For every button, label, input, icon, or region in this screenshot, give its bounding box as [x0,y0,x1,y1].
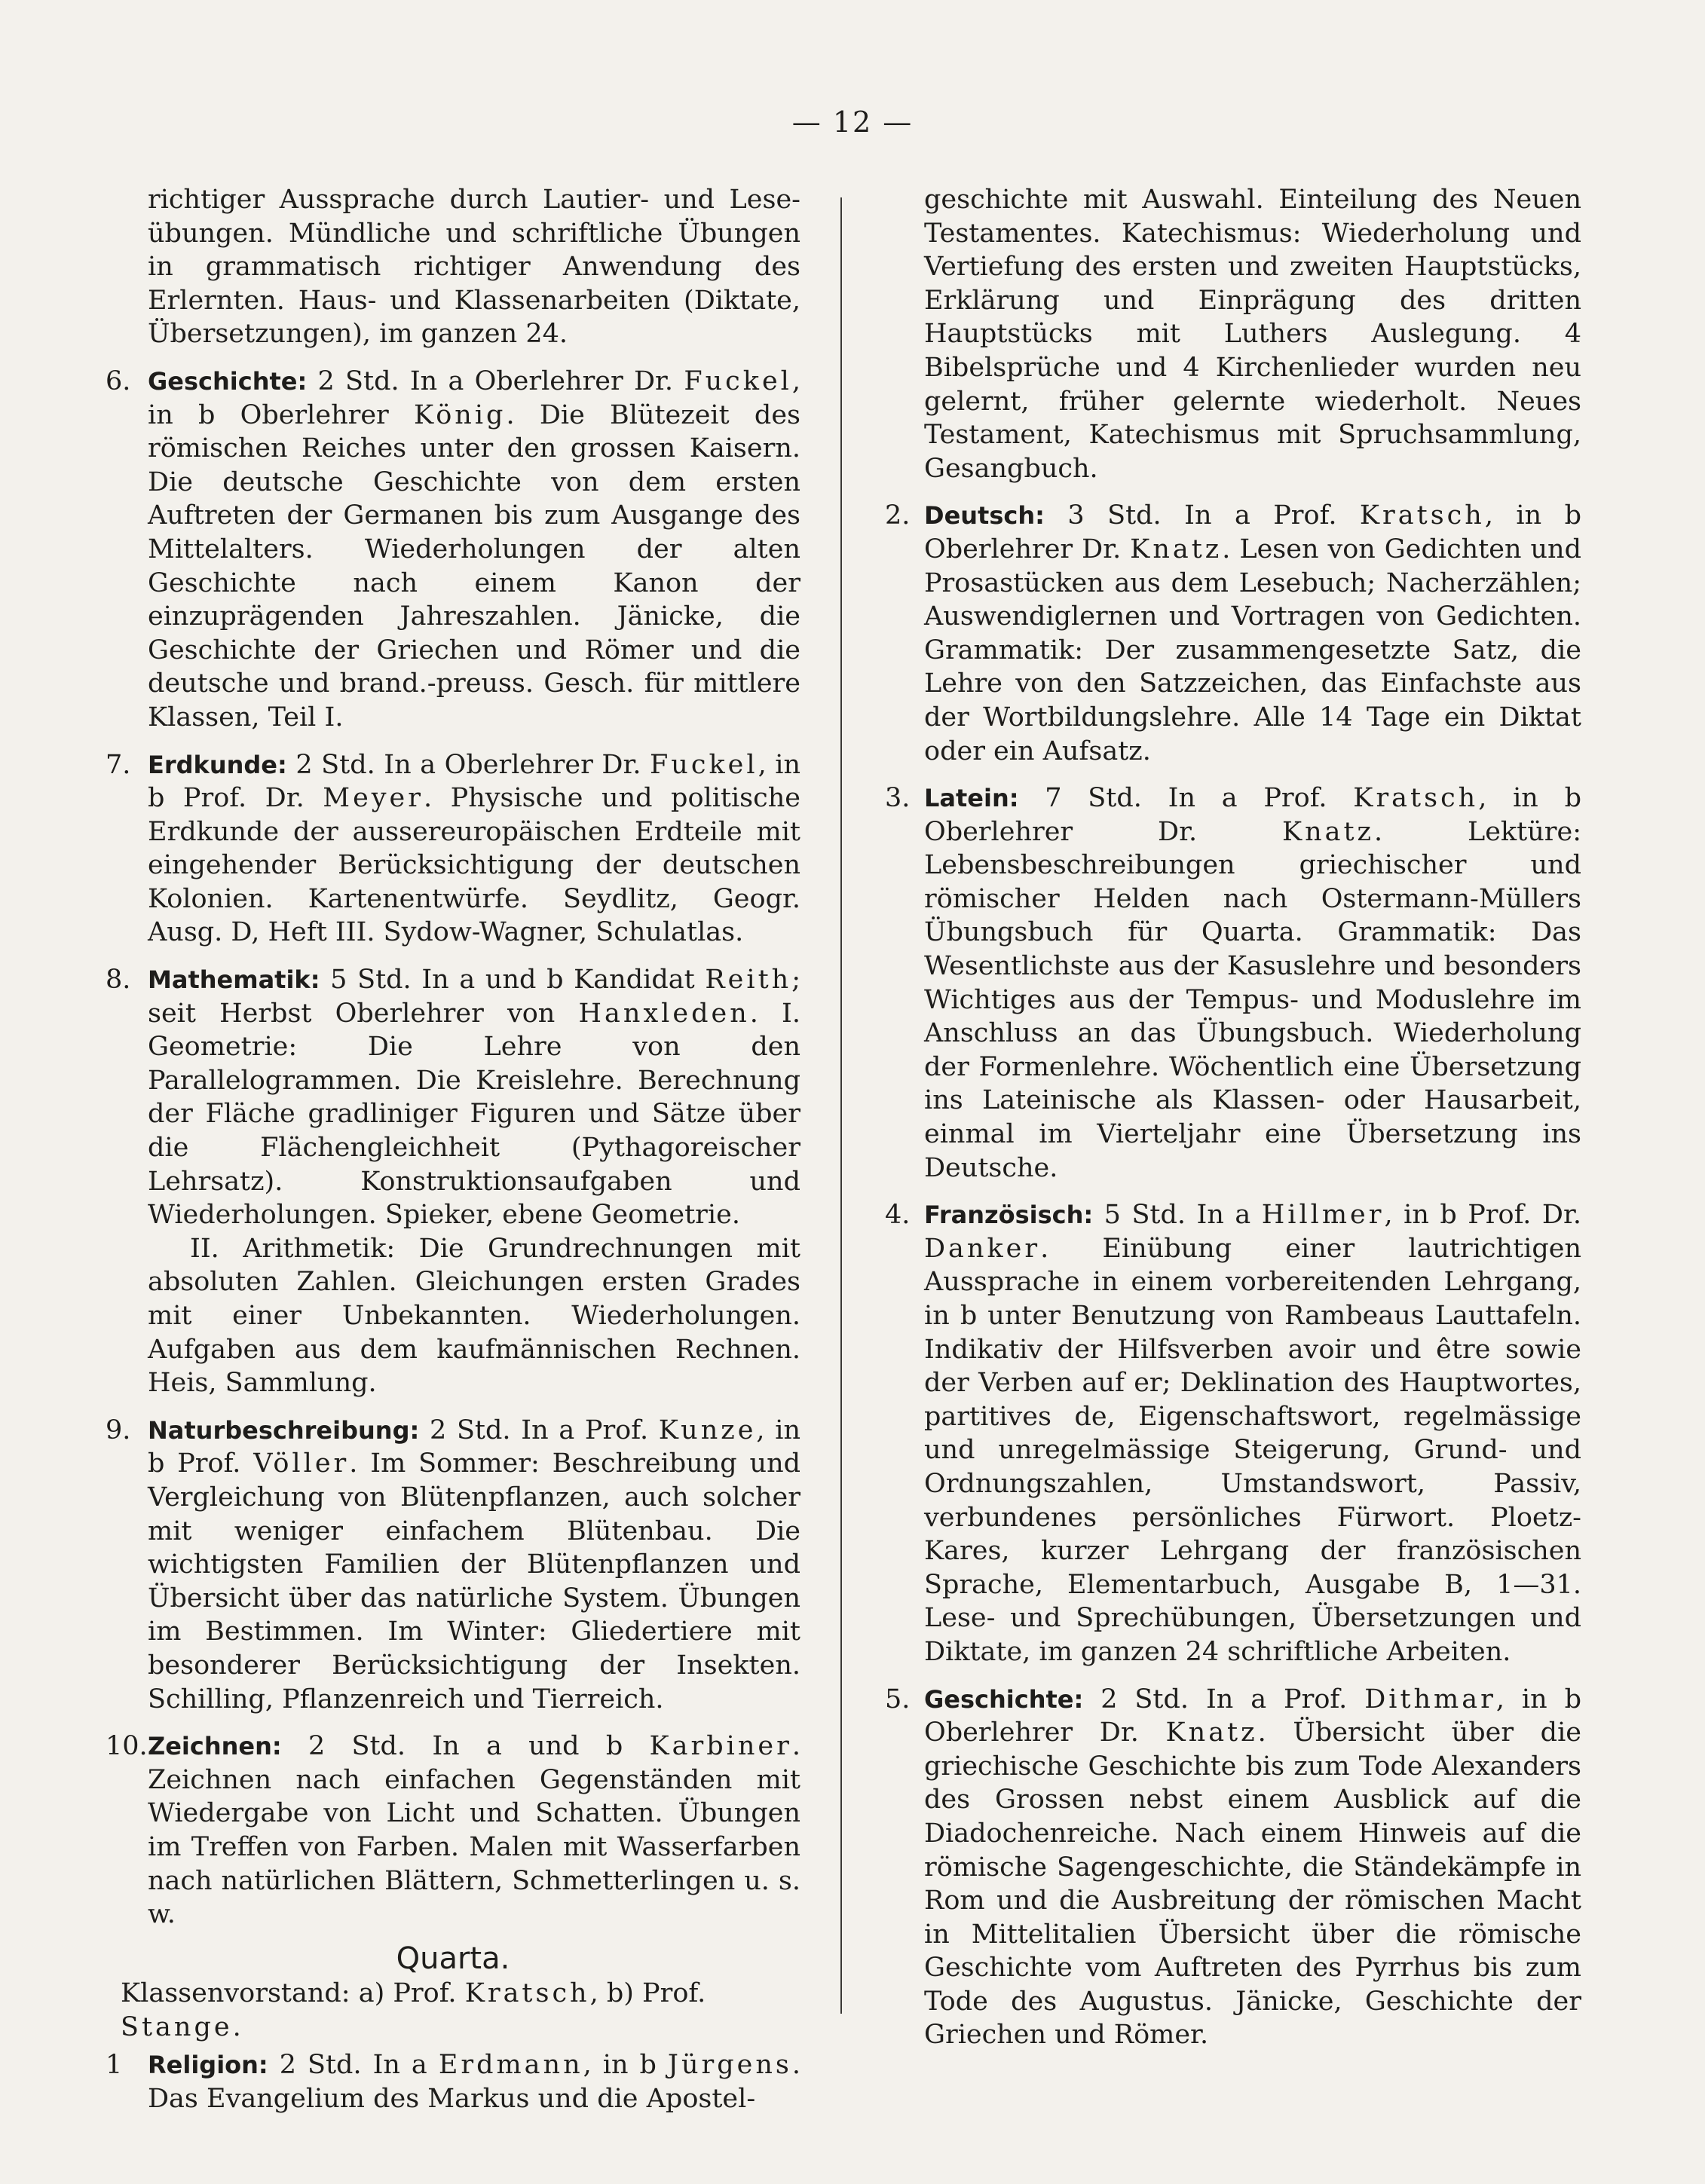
teacher-name: Jürgens [667,2050,792,2081]
teacher-name: Völler [253,1448,350,1479]
teacher-name: Fuckel [650,749,758,780]
subject-heading: Zeichnen: [148,1732,282,1761]
subject-entry-franzoesisch [885,1198,1581,1669]
entry-text: 2 Std. In a Prof. [1083,1684,1365,1714]
entry-text: . Die Blütezeit des römischen Reiches unter den grossen Kaisern. Die deutsche Geschichte von dem ersten Auftreten der Germanen bis zum Ausgange des Mittelalters. Wiederholungen der alten Geschichte nach einem Kanon der einzuprägenden Jahreszahlen. Jänicke, die Geschichte der Griechen und Römer und die deutsche und brand.-preuss. Gesch. für mittlere Klassen, Teil I. [148,399,800,733]
entry-body [924,499,1581,768]
entry-text: , in b Oberlehrer Dr. [924,783,1581,847]
entry-text: . Übersicht über die griechische Geschichte bis zum Tode Alexanders des Grossen nebst einem Ausblick auf die Diadochenreiche. Nach einem Hinweis auf die römische Sagengeschichte, die Ständekämpfe in Rom und die Ausbreitung der römischen Macht in Mittelitalien Übersicht über die römische Geschichte vom Auftreten des Pyrrhus bis zum Tode des Augustus. Jänicke, Geschichte der Griechen und Römer. [924,1718,1581,2051]
teacher-name: Stange [121,2011,233,2042]
entry-text: , in b Oberlehrer Dr. [924,1684,1581,1748]
entry-text: 5 Std. In a [1093,1200,1262,1231]
teacher-name: Knatz [1281,816,1374,847]
left-column [106,183,800,2116]
entry-text: , in b Oberlehrer Dr. [924,500,1581,564]
subject-heading: Französisch: [924,1201,1094,1230]
subject-entry-deutsch [885,499,1581,768]
subject-heading: Religion: [148,2051,268,2080]
entry-body [148,2048,800,2115]
entry-text: , in b [583,2050,668,2081]
klassenvorstand-text: . [232,2011,241,2042]
entry-text: . Im Sommer: Beschreibung und Vergleichung von Blütenpflanzen, auch solcher mit weniger einfachem Blütenbau. Die wichtigsten Familien der Blütenpflanzen und Übersicht über das natürliche System. Übungen im Bestimmen. Im Winter: Gliedertiere mit besonderer Berücksichtigung der Insekten. Schilling, Pflanzenreich und Tierreich. [148,1448,801,1714]
entry-text: 2 Std. In a Prof. [419,1415,659,1445]
subject-heading: Deutsch: [924,501,1045,531]
subject-heading: Erdkunde: [148,750,287,779]
entry-text: , in b Prof. Dr. [148,749,800,814]
teacher-name: Kratsch [1359,500,1485,531]
teacher-name: Kratsch [1353,783,1479,814]
subject-heading: Mathematik: [148,965,320,995]
teacher-name: Meyer [323,783,424,814]
teacher-name: König [414,399,507,430]
entry-text: . Das Evangelium des Markus und die Apostel- [148,2050,800,2115]
subject-entry-latein [885,782,1581,1185]
subject-heading: Geschichte: [148,366,308,396]
teacher-name: Hillmer [1261,1200,1385,1231]
subject-entry-mathematik [106,963,800,1400]
teacher-name: Dithmar [1364,1684,1496,1714]
teacher-name: Danker [924,1233,1041,1264]
entry-text: , in b Oberlehrer [148,366,800,430]
entry-text: . Physische und politische Erdkunde der aussereuropäischen Erdteile mit eingehender Berücksichtigung der deutschen Kolonien. Kartenentwürfe. Seydlitz, Geogr. Ausg. D, Heft III. Sydow-Wagner, Schulatlas. [148,783,800,948]
entry-body [148,748,800,950]
entry-text: . Zeichnen nach einfachen Gegenständen mit Wiedergabe von Licht und Schatten. Übungen im Treffen von Farben. Malen mit Wasserfarben nach natürlichen Blättern, Schmetterlingen u. s. w. [148,1731,800,1930]
arithmetik-paragraph: II. Arithmetik: Die Grundrechnungen mit absoluten Zahlen. Gleichungen ersten Grades mit einer Unbekannten. Wiederholungen. Aufgaben aus dem kaufmännischen Rechnen. Heis, Sammlung. [148,1233,800,1399]
entry-number: 8. [106,965,131,996]
entry-number: 4. [885,1200,911,1231]
entry-text: 2 Std. In a Oberlehrer Dr. [286,749,650,780]
subject-entry-zeichnen [106,1730,800,1932]
subject-entry-naturbeschreibung [106,1414,800,1716]
entry-body [924,1683,1581,2053]
teacher-name: Reith [705,965,792,996]
klassenvorstand-line [106,1977,800,2044]
entry-text: , in b Prof. Dr. [1384,1200,1582,1231]
entry-text: . Lektüre: Lebensbeschreibungen griechischer und römischer Helden nach Ostermann-Müllers Übungsbuch für Quarta. Grammatik: Das Wesentlichste aus der Kasuslehre und besonders Wichtiges aus der Tempus- und Moduslehre im Anschluss an das Übungsbuch. Wiederholung der Formenlehre. Wöchentlich eine Übersetzung ins Lateinische als Klassen- oder Hausarbeit, einmal im Vierteljahr eine Übersetzung ins Deutsche. [924,816,1581,1183]
entry-text: . I. Geometrie: Die Lehre von den Parallelogrammen. Die Kreislehre. Berechnung der Fläche gradliniger Figuren und Sätze über die Flächengleichheit (Pythagoreischer Lehrsatz). Konstruktionsaufgaben und Wiederholungen. Spieker, ebene Geometrie. [148,998,800,1231]
left-intro-paragraph: richtiger Aussprache durch Lautier- und Lese-übungen. Mündliche und schriftliche Übungen in grammatisch richtiger Anwendung des Erlernten. Haus- und Klassenarbeiten (Diktate, Übersetzungen), im ganzen 24. [148,185,800,350]
teacher-name: Knatz [1165,1718,1258,1748]
entry-body [148,1414,800,1716]
entry-body [148,365,800,735]
teacher-name: Kratsch [464,1978,590,2009]
entry-text: ; seit Herbst Oberlehrer von [148,965,800,1029]
klassenvorstand-text: , b) Prof. [589,1978,706,2009]
entry-text: 2 Std. In a [268,2050,439,2081]
entry-number: 7. [106,749,131,780]
right-intro-paragraph: geschichte mit Auswahl. Einteilung des Neuen Testamentes. Katechismus: Wiederholung und Vertiefung des ersten und zweiten Hauptstücks, Erklärung und Einprägung des dritten Hauptstücks mit Luthers Auslegung. 4 Bibelsprüche und 4 Kirchenlieder wurden neu gelernt, früher gelernte wiederholt. Neues Testament, Katechismus mit Spruchsammlung, Gesangbuch. [924,185,1581,484]
entry-number: 1 [106,2050,123,2081]
entry-body [924,1198,1581,1669]
section-title-quarta: Quarta. [396,1941,510,1976]
entry-text: , in b Prof. [148,1415,800,1479]
entry-text: 2 Std. In a Oberlehrer Dr. [307,366,684,396]
entry-text: . Einübung einer lautrichtigen Aussprache in einem vorbereitenden Lehrgang, in b unter Benutzung von Rambeaus Lauttafeln. Indikativ der Hilfsverben avoir und être sowie der Verben auf er; Deklination des Hauptwortes, partitives de, Eigenschaftswort, regelmässige und unregelmässige Steigerung, Grund- und Ordnungszahlen, Umstandswort, Passiv, verbundenes persönliches Fürwort. Ploetz-Kares, kurzer Lehrgang der französischen Sprache, Elementarbuch, Ausgabe B, 1—31. Lese- und Sprechübungen, Übersetzungen und Diktate, im ganzen 24 schriftliche Arbeiten. [924,1233,1581,1667]
entry-number: 10. [106,1731,148,1762]
teacher-name: Knatz [1130,534,1223,564]
subject-heading: Geschichte: [924,1684,1084,1714]
right-column [885,183,1581,2052]
entry-body [148,1730,800,1932]
entry-text: 2 Std. In a und b [281,1731,650,1762]
entry-text: . Lesen von Gedichten und Prosastücken aus dem Lesebuch; Nacherzählen; Auswendiglernen und Vortragen von Gedichten. Grammatik: Der zusammengesetzte Satz, die Lehre von den Satzzeichen, das Einfachste aus der Wortbildungslehre. Alle 14 Tage ein Diktat oder ein Aufsatz. [924,534,1581,766]
entry-text: 5 Std. In a und b Kandidat [320,965,706,996]
subject-heading: Naturbeschreibung: [148,1415,420,1445]
entry-text: 3 Std. In a Prof. [1044,500,1360,531]
teacher-name: Hanxleden [578,998,750,1029]
entry-number: 9. [106,1415,131,1445]
entry-number: 2. [885,500,911,531]
entry-number: 6. [106,366,131,396]
entry-body [924,782,1581,1185]
teacher-name: Karbiner [649,1731,792,1762]
subject-entry-geschichte [106,365,800,735]
teacher-name: Kunze [658,1415,757,1445]
subject-entry-erdkunde [106,748,800,950]
column-divider [840,197,842,2014]
entry-number: 5. [885,1684,911,1714]
teacher-name: Erdmann [438,2050,583,2081]
entry-text: 7 Std. In a Prof. [1018,783,1354,814]
page-number: — 12 — [791,106,914,139]
entry-body [148,963,800,1400]
subject-entry-geschichte-quarta [885,1683,1581,2053]
klassenvorstand-text: Klassenvorstand: a) Prof. [121,1978,465,2009]
subject-entry-religion [106,2048,800,2115]
teacher-name: Fuckel [684,366,792,396]
subject-heading: Latein: [924,784,1019,813]
entry-number: 3. [885,783,911,814]
